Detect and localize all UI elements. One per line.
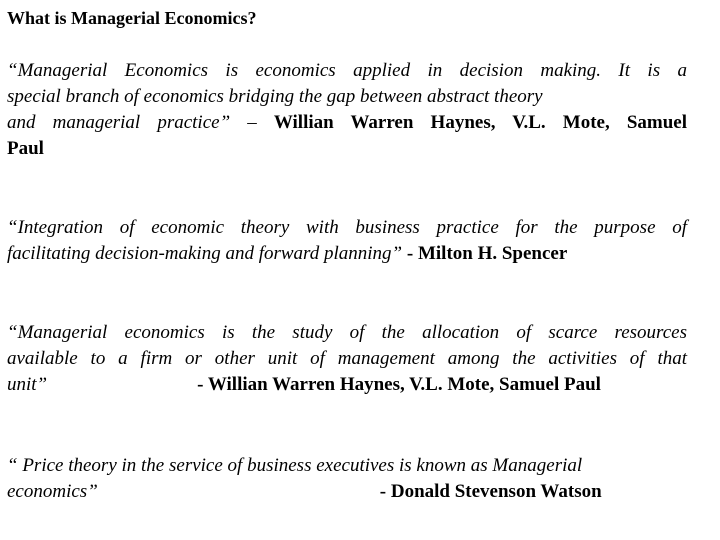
quote-1-author: Willian Warren Haynes, V.L. Mote, Samuel [273,112,687,133]
quote-1-dash: – [230,112,274,133]
definition-quote-1 [7,58,687,162]
quote-4-line-1: “ Price theory in the service of business executives is known as Managerial [7,455,583,476]
quote-3-line-3 [7,372,687,398]
definition-quote-2 [7,215,687,267]
quote-4-text-end: economics” [7,481,98,502]
quote-1-text-end: and managerial practice” [7,112,231,133]
quote-2-line-2 [7,241,687,267]
quote-1-line-3 [7,110,687,136]
quote-1-line-1: “Managerial Economics is economics applied in decision making. It is a [7,60,687,81]
page-title: What is Managerial Economics? [7,8,257,28]
quote-1-line-2: special branch of economics bridging the gap between abstract theory [7,86,543,107]
definition-quote-3 [7,320,687,398]
quote-2-line-1: “Integration of economic theory with business practice for the purpose of [7,217,687,238]
quote-2-author: - Milton H. Spencer [402,243,568,264]
quote-3-text-end: unit” [7,374,48,395]
quote-3-author: - Willian Warren Haynes, V.L. Mote, Samuel Paul [197,374,601,395]
quote-1-author-continued: Paul [7,138,44,159]
quote-3-line-1: “Managerial economics is the study of the allocation of scarce resources [7,322,687,343]
quote-2-text-end: facilitating decision-making and forward planning” [7,243,403,264]
quote-4-author: - Donald Stevenson Watson [379,481,602,502]
quote-3-line-2: available to a firm or other unit of management among the activities of that [7,348,687,369]
quote-4-line-2 [7,479,687,505]
definition-quote-4 [7,453,687,505]
